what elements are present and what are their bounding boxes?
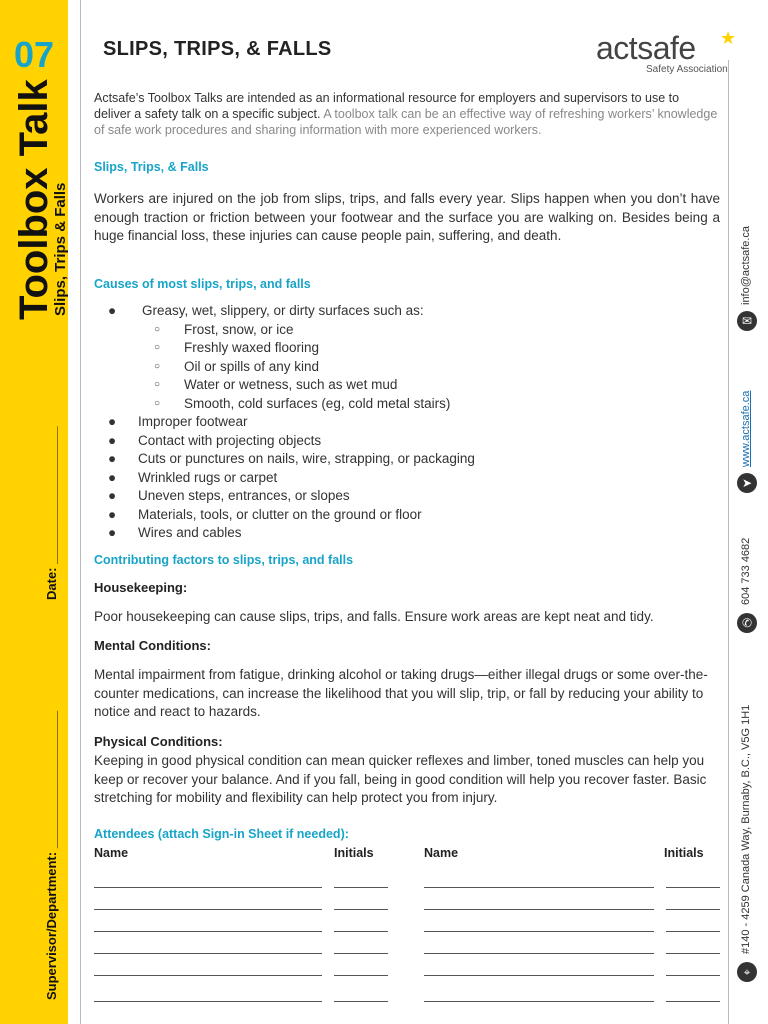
mental-title: Mental Conditions: — [94, 638, 211, 653]
initials-line[interactable] — [334, 887, 388, 888]
star-icon: ★ — [720, 28, 737, 48]
signature-line[interactable] — [94, 1001, 322, 1002]
initials-line[interactable] — [334, 953, 388, 954]
contact-address: #140 - 4259 Canada Way, Burnaby, B.C., V5G 1H1 — [740, 704, 752, 954]
signature-line[interactable] — [424, 953, 654, 954]
list-item: ● Improper footwear — [108, 414, 248, 429]
list-item: ● Cuts or punctures on nails, wire, strapping, or packaging — [108, 451, 475, 466]
physical-title: Physical Conditions: — [94, 734, 223, 749]
section-heading-causes: Causes of most slips, trips, and falls — [94, 277, 311, 291]
initials-line[interactable] — [666, 953, 720, 954]
signature-line[interactable] — [94, 887, 322, 888]
date-field[interactable]: Date: ___________________ — [44, 426, 59, 600]
initials-line[interactable] — [334, 975, 388, 976]
causes-list — [94, 302, 714, 543]
sidebar-divider — [80, 0, 81, 1024]
initials-line[interactable] — [334, 931, 388, 932]
intro-text — [94, 90, 719, 138]
signature-line[interactable] — [424, 1001, 654, 1002]
signature-line[interactable] — [94, 975, 322, 976]
list-item: ● Contact with projecting objects — [108, 432, 322, 448]
contact-divider — [728, 60, 729, 1024]
list-item: ○ Oil or spills of any kind — [154, 358, 320, 374]
intro-dark: Actsafe’s Toolbox Talks are intended as an informational resource for employers and supervisors to use to deliver a safety talk on a specific subject. — [94, 91, 680, 121]
cursor-icon: ➤ — [737, 473, 757, 493]
list-item: ○ Smooth, cold surfaces (eg, cold metal stairs) — [154, 395, 451, 411]
series-title: Toolbox Talk — [12, 79, 56, 320]
logo-act: act — [596, 30, 638, 66]
actsafe-logo — [596, 30, 741, 78]
page-title: SLIPS, TRIPS, & FALLS — [103, 38, 332, 60]
list-item: ○ Freshly waxed flooring — [154, 340, 320, 355]
section-heading-slips: Slips, Trips, & Falls — [94, 160, 209, 174]
mental-body: Mental impairment from fatigue, drinking alcohol or taking drugs—either illegal drugs or some over-the-counter medications, can increase the likelihood that you will slip, trip, or fall by reducing your ability to notice and react to hazards. — [94, 667, 708, 719]
section-heading-factors: Contributing factors to slips, trips, and falls — [94, 553, 354, 567]
attendees-heading: Attendees (attach Sign-in Sheet if needed): — [94, 827, 349, 841]
logo-safe: safe — [637, 30, 696, 66]
initials-line[interactable] — [666, 975, 720, 976]
initials-header-right: Initials — [664, 846, 704, 860]
physical-body: Keeping in good physical condition can mean quicker reflexes and limber, toned muscles can help you keep or recover your balance. And if you fall, being in good condition will help you recover faster. Basic stretching for mobility and flexibility can help protect you from injury. — [94, 753, 707, 805]
list-item: ○ Water or wetness, such as wet mud — [154, 377, 398, 392]
series-subject: Slips, Trips & Falls — [52, 182, 69, 316]
phone-icon: ✆ — [737, 613, 757, 633]
list-item: ● Uneven steps, entrances, or slopes — [108, 488, 350, 503]
initials-line[interactable] — [334, 909, 388, 910]
signature-line[interactable] — [424, 909, 654, 910]
supervisor-field[interactable]: Supervisor/Department: ___________________ — [44, 710, 59, 1000]
contact-website[interactable]: www.actsafe.ca — [740, 390, 752, 467]
signature-line[interactable] — [94, 931, 322, 932]
initials-line[interactable] — [666, 909, 720, 910]
initials-line[interactable] — [666, 931, 720, 932]
initials-line[interactable] — [666, 1001, 720, 1002]
signature-line[interactable] — [424, 887, 654, 888]
contact-phone[interactable]: 604 733 4682 — [740, 537, 752, 605]
name-header-left: Name — [94, 846, 129, 860]
housekeeping-title: Housekeeping: — [94, 580, 188, 595]
section-body-slips: Workers are injured on the job from slips, trips, and falls every year. Slips happen when you don’t have enough traction or friction between your footwear and the surface you are walking on. Besides being a huge financial loss, these injuries can cause people pain, suffering, and death. — [94, 191, 720, 243]
name-header-right: Name — [424, 846, 459, 860]
signature-line[interactable] — [424, 931, 654, 932]
list-item: ● Wires and cables — [108, 525, 242, 540]
initials-header-left: Initials — [334, 846, 374, 860]
logo-subtitle: Safety Association — [646, 64, 728, 75]
list-item: ● Wrinkled rugs or carpet — [108, 469, 278, 485]
list-item: ○ Frost, snow, or ice — [154, 321, 294, 337]
list-item: ● Materials, tools, or clutter on the ground or floor — [108, 506, 422, 522]
mail-icon: ✉ — [737, 311, 757, 331]
location-icon: ⌖ — [737, 962, 757, 982]
initials-line[interactable] — [666, 887, 720, 888]
signature-line[interactable] — [94, 953, 322, 954]
signature-line[interactable] — [424, 975, 654, 976]
list-item: ● Greasy, wet, slippery, or dirty surfaces such as: — [108, 303, 424, 318]
intro-light: A toolbox talk can be an effective way of refreshing workers’ knowledge of safe work procedures and sharing information with more experienced workers. — [94, 107, 718, 137]
talk-number: 07 — [13, 34, 55, 75]
signature-line[interactable] — [94, 909, 322, 910]
initials-line[interactable] — [334, 1001, 388, 1002]
contact-email[interactable]: info@actsafe.ca — [740, 225, 752, 305]
housekeeping-body: Poor housekeeping can cause slips, trips, and falls. Ensure work areas are kept neat and tidy. — [94, 609, 654, 624]
